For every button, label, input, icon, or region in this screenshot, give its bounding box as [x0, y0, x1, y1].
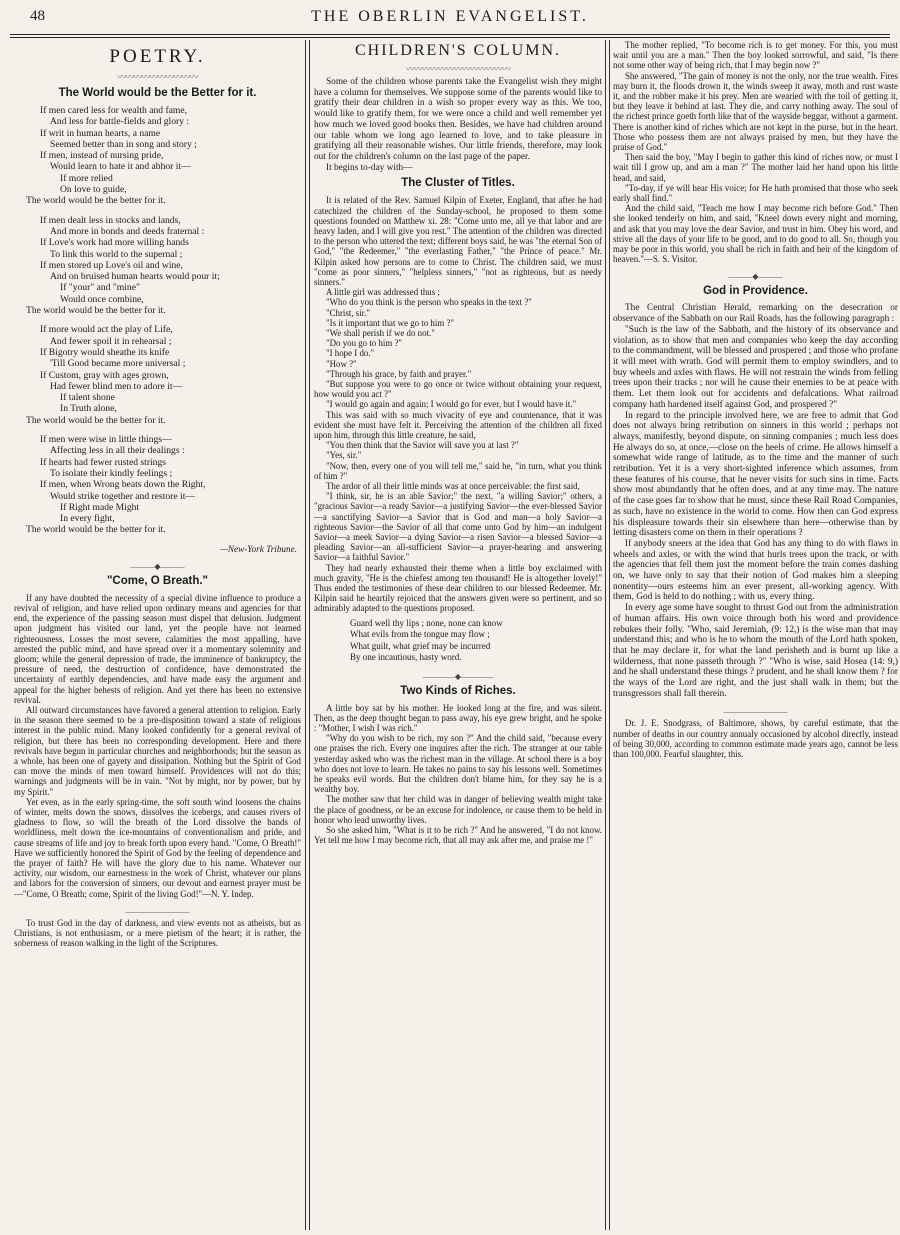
article-paragraph: "Why do you wish to be rich, my son ?" And the child said, "because every one praises the rich. Every one inquires after the rich. The stranger at our table yesterday asked who was the richest man in the village. At school there is a boy who does not love to learn. He takes no pains to say his lessons well. Sometimes he speaks evil words. But the children don't blame him, for they say he is a wealthy boy. [314, 733, 602, 795]
article-paragraph: They had nearly exhausted their theme when a little boy exclaimed with much gravity, "He is the chiefest among ten thousand! He is altogether lovely!" Thus ended the testimonies of these dear children to our blessed Redeemer. Mr. Kilpin said he heartily rejoiced that the answers given were so pertinent, and so admirably adapted to the questions proposed. [314, 562, 602, 614]
poem-line: And on bruised human hearts would pour it; [50, 271, 220, 283]
dialogue-line: "Christ, sir." [326, 307, 370, 318]
poem-line: If men, when Wrong beats down the Right, [40, 479, 206, 491]
hymn-line: By one incautious, hasty word. [350, 652, 462, 663]
column-2 [314, 40, 602, 1230]
page-number: 48 [30, 8, 45, 24]
poem-line: To isolate their kindly feelings ; [50, 467, 173, 479]
article-paragraph: And the child said, "Teach me how I may become rich before God." Then she looked tenderly on him, and said, "Kneel down every night and morning, and ask that you may love the dear Savior, and trust in him. Obey his word, and strive all the days of your life to be good, and to do good to all. So, though you may be poor in this world, you shall be rich in faith and heir of the kingdom of heaven."—S. S. Visitor. [613, 203, 898, 265]
article-paragraph: The mother saw that her child was in danger of believing wealth might take the place of goodness, or be an excuse for indolence, or cause them to be held in honor who lead unworthy lives. [314, 794, 602, 825]
childrens-column-title: CHILDREN'S COLUMN. [355, 42, 561, 59]
article-paragraph: "You then think that the Savior will save you at last ?" [326, 440, 519, 451]
poem-line: Seemed better than in song and story ; [50, 138, 197, 150]
column-1 [14, 40, 301, 1230]
page-header [10, 8, 890, 32]
article-paragraph: In regard to the principle involved here, we are free to admit that God does not always bring retribution on sinners in this world ; perhaps not always, manifestly, beyond dispute, on sinning companies ; much less does He always do so, at once,—close on the heels of crime. He allows himself a somewhat wide range of latitude, as to the time and the manner of such retribution. Yet it is a very short-sighted inference which assumes, from these features of his course, that he never visits for such sins in time. Facts show most abundantly that he often does, and at any time may. The nature of the case goes far to show that he must, since these Rail Road Companies, as such, have no existence in the world to come. How then can God express his displeasure towards their sin elsewhere than here—otherwise than by letting disasters come on them in their operations ? [613, 410, 898, 539]
poem-line: In Truth alone, [60, 403, 117, 415]
poem-line: The world would be the better for it. [26, 524, 166, 536]
poem-line: If men dealt less in stocks and lands, [40, 214, 181, 226]
poem-line: The world would be the better for it. [26, 195, 166, 207]
poem-line: To link this world to the supernal ; [50, 248, 183, 260]
hymn-line: What guilt, what grief may be incurred [350, 640, 491, 651]
article-paragraph: The Central Christian Herald, remarking on the desecration or observance of the Sabbath on our Rail Roads, has the following paragraph : [613, 303, 898, 325]
hymn-line: What evils from the tongue may flow ; [350, 629, 490, 640]
poem-line: Would strike together and restore it— [50, 490, 195, 502]
poem-line: If more relied [60, 172, 113, 184]
poem-line: On love to guide, [60, 184, 127, 196]
poem-line: The world would be the better for it. [26, 305, 166, 317]
intro-paragraph: Some of the children whose parents take the Evangelist wish they might have a column for themselves. We suppose some of the parents would like to gratify their dear children in a wish so proper every way as this. We too, would like to gratify them, for we were once a child and well remember yet how much we loved good books then. Besides, we have had children around our table whom we long ago learned to love, and to take pleasure in gratifying all their reasonable wishes. Our little friends, therefore, may look out for the children's column on the last page of the paper. [314, 77, 602, 162]
article-paragraph: The mother replied, "To become rich is to get money. For this, you must wait until you are a man." Then the boy looked sorrowful, and said, "Is there not some other way of being rich, that I may begin now ?" [613, 40, 898, 71]
poem-line: If "your" and "mine" [60, 282, 140, 294]
article-paragraph: "Such is the law of the Sabbath, and the history of its observance and violation, as to show that men and companies who keep the day according to the commandment, will be blessed and prospered ; and those who profane it will meet with wrath. God will permit them to employ swindlers, and to buy wheels and axles with flaws. He will not restrain the winds from felling trees upon their tracks ; nor will he cause their enemies to be at peace with them. Let them look out for accidents and defalcations. What railroad company hath hardened itself against God, and prospered ?" [613, 324, 898, 410]
dialogue-line: "I hope I do." [326, 348, 375, 359]
poem-line: Would learn to hate it and abhor it— [50, 161, 191, 173]
poetry-section-title: POETRY. [109, 46, 206, 67]
poem-line: If men stored up Love's oil and wine, [40, 259, 183, 271]
masthead: THE OBERLIN EVANGELIST. [311, 8, 589, 25]
ornament-wave: 〰〰〰〰〰〰〰〰〰〰〰〰〰 [405, 64, 510, 74]
poem-credit: —New-York Tribune. [219, 543, 297, 554]
article-paragraph: Yet even, as in the early spring-time, the soft south wind loosens the chains of winter, melts down the snows, dissolves the icebergs, and causes rivers of gladness to flow, so will the breath of the Lord dissolve the bands of worldliness, melt down the ice-mountains of conventionalism and pride, and cause streams of life and joy to break forth upon every hand. "Come, O Breath!" Have we sufficiently honored the Spirit of God by the feeling of dependence and the prayer of faith? He will have the glory due to his name. Whatever our activity, our wisdom, our earnestness in the work of Christ, whatever our plans and labors for the conversion of sinners, our devout and earnest prayer must be—"Come, O Breath; come, Spirit of the living God!"—N. Y. Indep. [14, 796, 301, 899]
poem-line: If Bigotry would sheathe its knife [40, 346, 170, 358]
poem-title: The World would be the Better for it. [58, 87, 257, 99]
article-paragraph: So she asked him, "What is it to be rich ?" And he answered, "I do not know. Yet tell me how I may become rich, that all may ask after me, and praise me !" [314, 825, 602, 846]
poem-line: Affecting less in all their dealings : [50, 445, 185, 457]
dialogue-line: "How ?" [326, 358, 357, 369]
dialogue-line: "Do you go to him ?" [326, 338, 403, 349]
poem-line: If Love's work had more willing hands [40, 237, 189, 249]
header-rule-2 [10, 37, 890, 38]
ornament-rule: ————◆———— [422, 671, 494, 681]
article-paragraph: "I think, sir, he is an able Savior;" the next, "a willing Savior;" others, a "gracious Savior—a ready Savior—a justifying Savior—the ever-blessed Savior—a sanctifying Savior—a Savior that is God and man—a holy Savior—a righteous Savior—the Savior of all that come unto God by him—an indulgent Savior—a meek Savior—a dying Savior—a risen Savior—a blessed Savior—a pleading Savior—an all-sufficient Savior—a prayer-hearing and answering Savior—a faithful Savior." [314, 491, 602, 563]
final-paragraph: Dr. J. E. Snodgrass, of Baltimore, shows, by careful estimate, that the number of deaths in our country annualy occasioned by alcohol directly, instead of being 30,000, according to common estimate made years ago, cannot be less than 100,000. Fearful slaughter, this. [613, 718, 898, 760]
article-paragraph: "To-day, if ye will hear His voice; for He hath promised that those who seek early shall find." [613, 182, 898, 204]
dialogue-line: "We shall perish if we do not." [326, 327, 435, 338]
poem-line: And fewer spoil it in rehearsal ; [50, 335, 172, 347]
come-o-breath-title: "Come, O Breath." [106, 574, 208, 587]
poem-line: Had fewer blind men to adore it— [50, 380, 183, 392]
poem-line: Would once combine, [60, 293, 144, 305]
hymn-line: Guard well thy lips ; none, none can know [350, 617, 503, 628]
dialogue-line: "Who do you think is the person who speaks in the text ?" [326, 297, 532, 308]
poem-stanza [26, 324, 301, 426]
article-paragraph: "Yes, sir." [326, 450, 362, 461]
ornament-wave: 〰〰〰〰〰〰〰〰〰〰 [117, 72, 198, 82]
dialogue-line: "Is it important that we go to him ?" [326, 317, 455, 328]
god-in-providence-title: God in Providence. [703, 285, 808, 298]
poem-line: If men, instead of nursing pride, [40, 150, 164, 162]
two-kinds-of-riches-title: Two Kinds of Riches. [400, 684, 516, 697]
poem-line: In every fight, [60, 513, 115, 525]
poem-line: And more in bonds and deeds fraternal : [50, 225, 205, 237]
column-3 [613, 40, 898, 1230]
article-paragraph: If anybody sneers at the idea that God has any thing to do with flaws in wheels and axles, or with the wind that hurls trees upon the track, or with the agencies that fell them just the moment before the train comes dashing on, we have only to say that their notion of God makes him a sleeping nonentity—ours esteems him an ever present, all-working agency. With them, God is held to do nothing ; with us, every thing. [613, 538, 898, 603]
article-paragraph: The ardor of all their little minds was at once perceivable: the first said, [326, 481, 580, 492]
dialogue-line: "Through his grace, by faith and prayer." [326, 368, 472, 379]
poem-line: If hearts had fewer rusted strings [40, 456, 167, 468]
poem-line: 'Till Good became more universal ; [50, 358, 186, 370]
poem-stanza [26, 215, 301, 317]
poem-line: The world would be the better for it. [26, 414, 166, 426]
article-paragraph: Then said the boy, "May I begin to gather this kind of riches now, or must I wait till I grow up, and am a man ?" The mother laid her hand upon his little head, and said, [613, 152, 898, 183]
article-paragraph: "Now, then, every one of you will tell me," said he, "in turn, what you think of him ?" [314, 460, 602, 481]
begins-line: It begins to-day with— [326, 162, 413, 173]
article-paragraph: This was said with so much vivacity of eye and countenance, that it was evident she must have felt it. Perceiving the attention of the children all fixed upon him, through this little creature, he said, [314, 409, 602, 440]
ornament-rule: ———————— [723, 707, 788, 717]
article-paragraph: In every age some have sought to thrust God out from the administration of human affairs. His own voice through both his word and providence rebukes their folly. "Who, said Jeremiah, (9: 12,) is the wise man that may understand this; and who is he to whom the mouth of the Lord hath spoken, that he may declare it, for what the land perisheth and is burnt up like a wilderness, that none passeth through ?" "Who is wise, said Hosea (14: 9,) and he shall understand these things ? prudent, and he shall know them ? for the ways of the Lord are right, and the just shall walk in them; but the transgressors shall fall therein. [613, 603, 898, 699]
poem-line: If Custom, gray with ages grown, [40, 369, 169, 381]
ornament-rule: ———◆——— [130, 561, 185, 571]
poem-stanza [26, 434, 301, 536]
article-paragraph: It is related of the Rev. Samuel Kilpin of Exeter, England, that after he had catechized the children of the Sunday-school, he proposed to them some questions founded on Matthew xi. 28: "Come unto me, all ye that labor and are heavy laden, and I will give you rest." The attention of the children was directed to the person who uttered the text; different boys said, he was "the eternal Son of God," "the Redeemer," "the everlasting Father," "the Prince of peace." Mr. Kilpin asked how persons are to come to Christ. The children said, we must "come as poor sinners," "helpless sinners," "not as righteous, but as needy sinners." [314, 195, 602, 287]
column-divider-1 [305, 40, 310, 1230]
column-divider-2 [605, 40, 610, 1230]
poem-stanza [26, 105, 301, 207]
footer-paragraph: To trust God in the day of darkness, and view events not as atheists, but as Christians, is not enthusiasm, or a mere pietism of the heart; it is rather, the soberness of reason walking in the light of the Scriptures. [14, 917, 301, 949]
cluster-of-titles-title: The Cluster of Titles. [401, 177, 515, 190]
poem-body [26, 105, 301, 536]
poem-line: If talent shone [60, 392, 115, 404]
article-paragraph: A little boy sat by his mother. He looked long at the fire, and was silent. Then, as the deep thought began to pass away, his eye grew bright, and he spoke : "Mother, I wish I was rich." [314, 702, 602, 734]
dialogue-line: "I would go again and again; I would go for ever, but I would have it." [326, 399, 577, 410]
article-paragraph: If any have doubted the necessity of a special divine influence to produce a revival of religion, and have relied upon ordinary means and agencies for that end, the experience of the passing season must dispel that delusion. Judgment upon judgment has visited our land, yet the people have not learned righteousness. Losses the most severe, calamities the most appalling, have arrested the public mind, and have spread over it a momentary solemnity and gloom; while the general depression of trade, the imminence of bankruptcy, the pressure of need, the destruction of confidence, have demonstrated the uncertainty of earthly dependencies, and have made easy the argument and appeal for the higher behests of religion. And yet there has been no extensive revival. [14, 592, 301, 705]
poem-line: If writ in human hearts, a name [40, 127, 161, 139]
poem-line: If more would act the play of Life, [40, 324, 173, 336]
article-paragraph: All outward circumstances have favored a general attention to religion. Early in the season there seemed to be a pre-disposition toward a state of religious interest in the public mind. Many looked confidently for a general revival of religion, but there has been no corresponding development. Here and there revivals have begun in particular churches and neighborhoods; but the season as a whole, has been one of gayety and dissipation. Nothing but the Spirit of God can move the minds of men toward himself. Providences will not do this; warnings and judgments will be in vain. "Not by might, nor by power, but by my Spirit." [14, 704, 301, 797]
poem-line: If Right made Might [60, 501, 140, 513]
poem-line: And less for battle-fields and glory : [50, 116, 190, 128]
article-paragraph: She answered, "The gain of money is not the only, nor the true wealth. Fires may burn it, the floods drown it, the winds sweep it away, moth and rust waste it, and the robber make it his prey. Men are wearied with the toil of getting it, but they leave it behind at last. They die, and carry nothing away. The soul of the richest prince goeth forth like that of the wayside beggar, without a garment. There is another kind of riches which are not kept in the purse, but in the heart. Those who possess them are not always praised by men, but they have the praise of God." [613, 70, 898, 153]
poem-line: If men were wise in little things— [40, 434, 172, 446]
ornament-rule: ———◆——— [728, 272, 783, 282]
article-paragraph: A little girl was addressed thus ; [326, 287, 440, 298]
ornament-rule: ———————— [125, 906, 190, 916]
header-rule [10, 34, 890, 35]
poem-line: If men cared less for wealth and fame, [40, 105, 188, 116]
hymn-verse [350, 618, 602, 664]
dialogue-line: "But suppose you were to go once or twice without obtaining your request, how would you act ?" [314, 378, 602, 400]
